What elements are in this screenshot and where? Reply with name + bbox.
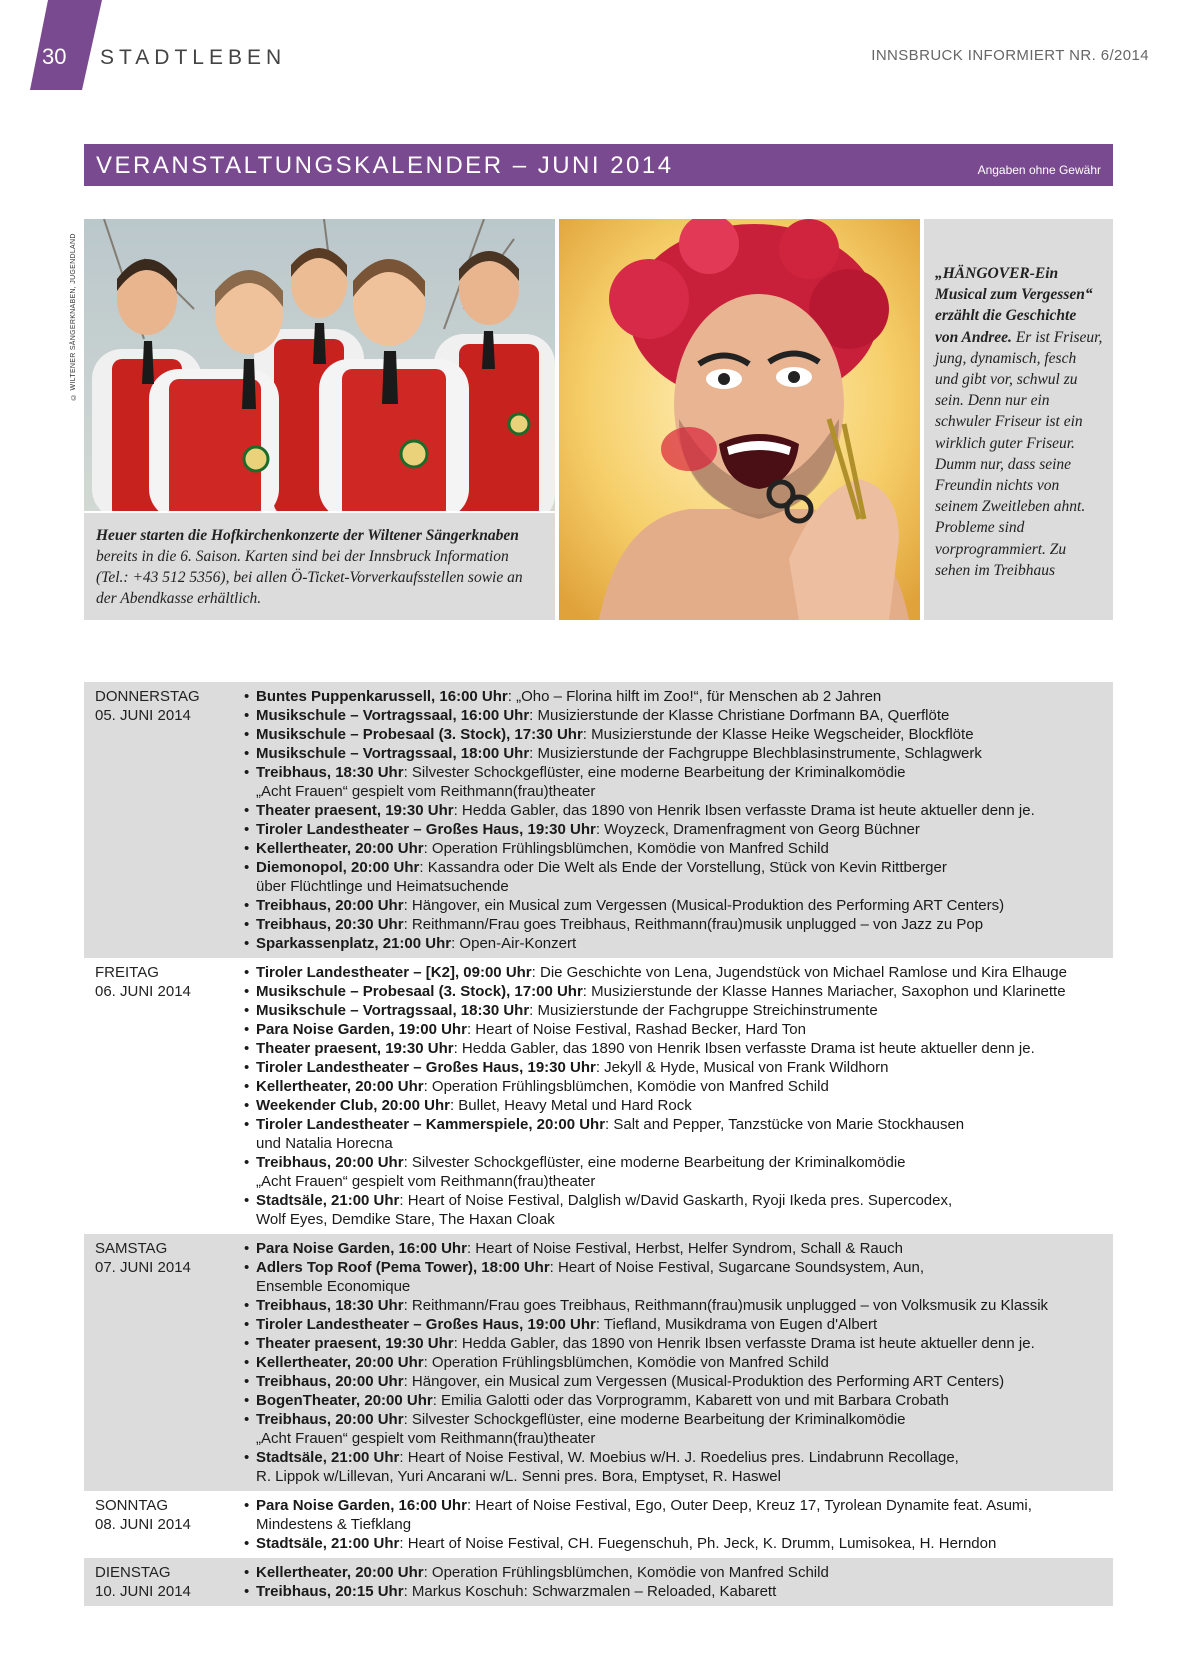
issue-info: INNSBRUCK INFORMIERT NR. 6/2014 (871, 47, 1149, 64)
event-item (244, 1334, 1107, 1353)
event-description: : Silvester Schockgeflüster, eine moderne Bearbeitung der Kriminalkomödie (403, 1154, 906, 1171)
day-date: 10. JUNI 2014 (95, 1583, 191, 1600)
event-description-continued: über Flüchtlinge und Heimatsuchende (256, 878, 509, 895)
event-item (244, 820, 1107, 839)
section-title: STADTLEBEN (100, 46, 287, 69)
page-number: 30 (42, 44, 67, 69)
event-description-continued: R. Lippok w/Lillevan, Yuri Ancarani w/L. Senni pres. Bora, Emptyset, R. Haswel (256, 1468, 781, 1485)
event-venue-time: Theater praesent, 19:30 Uhr (256, 802, 454, 819)
event-venue-time: Stadtsäle, 21:00 Uhr (256, 1449, 400, 1466)
event-list (244, 1563, 1113, 1601)
event-venue-time: Tiroler Landestheater – Großes Haus, 19:30 Uhr (256, 1059, 596, 1076)
event-venue-time: Kellertheater, 20:00 Uhr (256, 1564, 424, 1581)
day-weekday: SONNTAG (95, 1497, 169, 1514)
event-description: : Bullet, Heavy Metal und Hard Rock (449, 1097, 692, 1114)
event-item (244, 1020, 1107, 1039)
choir-caption-body: bereits in die 6. Saison. Karten sind bei der Innsbruck Information (Tel.: +43 512 5356), bei allen Ö-Ticket-Vorverkaufsstellen sowie an der Abendkasse erhältlich. (96, 548, 523, 607)
event-item (244, 801, 1107, 820)
event-description: : Heart of Noise Festival, W. Moebius w/H. J. Roedelius pres. Lindabrunn Recollage, (399, 1449, 959, 1466)
musical-caption-lead: „HÄNGOVER-Ein Musical zum Vergessen“ erzählt die Geschichte von Andree. (935, 265, 1093, 346)
event-item (244, 1058, 1107, 1077)
day-weekday: DIENSTAG (95, 1564, 171, 1581)
banner-note: Angaben ohne Gewähr (977, 163, 1101, 177)
event-description: : Heart of Noise Festival, Rashad Becker, Hard Ton (466, 1021, 806, 1038)
event-venue-time: Treibhaus, 20:00 Uhr (256, 1411, 404, 1428)
event-venue-time: Musikschule – Vortragssaal, 16:00 Uhr (256, 707, 530, 724)
banner-title: VERANSTALTUNGSKALENDER – JUNI 2014 (96, 152, 674, 179)
event-venue-time: Theater praesent, 19:30 Uhr (256, 1040, 454, 1057)
event-venue-time: Treibhaus, 18:30 Uhr (256, 764, 404, 781)
event-description: : Salt and Pepper, Tanzstücke von Marie Stockhausen (605, 1116, 965, 1133)
calendar-day (84, 682, 1113, 958)
event-description: : Silvester Schockgeflüster, eine moderne Bearbeitung der Kriminalkomödie (403, 764, 906, 781)
event-description-continued: und Natalia Horecna (256, 1135, 393, 1152)
event-item (244, 1582, 1107, 1601)
day-date: 06. JUNI 2014 (95, 983, 191, 1000)
event-description: : „Oho – Florina hilft im Zoo!“, für Menschen ab 2 Jahren (507, 688, 882, 705)
event-venue-time: Kellertheater, 20:00 Uhr (256, 840, 424, 857)
event-description: : Jekyll & Hyde, Musical von Frank Wildhorn (595, 1059, 889, 1076)
event-item (244, 1563, 1107, 1582)
event-list (244, 1496, 1113, 1553)
event-item (244, 934, 1107, 953)
day-label (84, 1239, 244, 1486)
event-venue-time: Stadtsäle, 21:00 Uhr (256, 1535, 400, 1552)
calendar-day (84, 1558, 1113, 1606)
event-item (244, 1039, 1107, 1058)
event-venue-time: Musikschule – Vortragssaal, 18:00 Uhr (256, 745, 530, 762)
event-item (244, 1153, 1107, 1191)
day-label (84, 963, 244, 1229)
event-description-continued: Ensemble Economique (256, 1278, 411, 1295)
event-item (244, 1296, 1107, 1315)
event-item (244, 1001, 1107, 1020)
event-description: : Operation Frühlingsblümchen, Komödie von Manfred Schild (423, 1564, 829, 1581)
event-description: : Heart of Noise Festival, Ego, Outer Deep, Kreuz 17, Tyrolean Dynamite feat. Asumi, (466, 1497, 1032, 1514)
calendar-day (84, 1234, 1113, 1491)
event-item (244, 763, 1107, 801)
event-description: : Operation Frühlingsblümchen, Komödie von Manfred Schild (423, 840, 829, 857)
event-description: : Musizierstunde der Klasse Hannes Mariacher, Saxophon und Klarinette (582, 983, 1066, 1000)
event-venue-time: Treibhaus, 20:30 Uhr (256, 916, 404, 933)
event-description: : Hedda Gabler, das 1890 von Henrik Ibsen verfasste Drama ist heute aktueller denn je. (453, 1335, 1035, 1352)
event-description: : Hängover, ein Musical zum Vergessen (Musical-Produktion des Performing ART Centers) (403, 897, 1005, 914)
event-item (244, 915, 1107, 934)
event-item (244, 687, 1107, 706)
event-item (244, 982, 1107, 1001)
calendar-day (84, 1491, 1113, 1558)
event-description: : Hedda Gabler, das 1890 von Henrik Ibsen verfasste Drama ist heute aktueller denn je. (453, 1040, 1035, 1057)
event-calendar (84, 682, 1113, 1606)
event-venue-time: BogenTheater, 20:00 Uhr (256, 1392, 433, 1409)
haengover-illustration (559, 219, 920, 620)
event-description: : Markus Koschuh: Schwarzmalen – Reloaded, Kabarett (403, 1583, 777, 1600)
event-item (244, 1096, 1107, 1115)
event-description: : Musizierstunde der Klasse Heike Wegscheider, Blockflöte (582, 726, 974, 743)
event-venue-time: Tiroler Landestheater – Großes Haus, 19:00 Uhr (256, 1316, 596, 1333)
musical-caption-body: Er ist Friseur, jung, dynamisch, fesch und gibt vor, schwul zu sein. Denn nur ein schwuler Friseur ist ein wirklich guter Friseur. Dumm nur, dass seine Freundin nichts von seinem Zweitleben ahnt. Probleme sind vorprogrammiert. Zu sehen im Treibhaus (935, 328, 1103, 579)
event-venue-time: Diemonopol, 20:00 Uhr (256, 859, 420, 876)
event-description: : Kassandra oder Die Welt als Ende der Vorstellung, Stück von Kevin Rittberger (419, 859, 947, 876)
event-venue-time: Treibhaus, 18:30 Uhr (256, 1297, 404, 1314)
day-label (84, 687, 244, 953)
choir-boys-illustration (84, 219, 555, 511)
musical-caption (924, 219, 1113, 620)
photo-credit: © WILTENER SÄNGERKNABEN, JUGENDLAND (70, 233, 77, 400)
calendar-banner (84, 144, 1113, 186)
event-venue-time: Kellertheater, 20:00 Uhr (256, 1078, 424, 1095)
event-description: : Heart of Noise Festival, Dalglish w/David Gaskarth, Ryoji Ikeda pres. Supercodex, (399, 1192, 953, 1209)
event-venue-time: Tiroler Landestheater – Großes Haus, 19:30 Uhr (256, 821, 596, 838)
event-venue-time: Para Noise Garden, 19:00 Uhr (256, 1021, 467, 1038)
choir-caption (84, 513, 555, 620)
event-description: : Reithmann/Frau goes Treibhaus, Reithmann(frau)musik unplugged – von Jazz zu Pop (403, 916, 984, 933)
event-description: : Open-Air-Konzert (451, 935, 577, 952)
event-description: : Operation Frühlingsblümchen, Komödie von Manfred Schild (423, 1354, 829, 1371)
event-item (244, 1191, 1107, 1229)
choir-caption-lead: Heuer starten die Hofkirchenkonzerte der Wiltener Sängerknaben (96, 527, 519, 544)
event-list (244, 687, 1113, 953)
event-description-continued: Wolf Eyes, Demdike Stare, The Haxan Cloak (256, 1211, 555, 1228)
event-description: : Musizierstunde der Klasse Christiane Dorfmann BA, Querflöte (529, 707, 950, 724)
event-description: : Woyzeck, Dramenfragment von Georg Büchner (595, 821, 920, 838)
event-description: : Heart of Noise Festival, Herbst, Helfer Syndrom, Schall & Rauch (466, 1240, 903, 1257)
event-item (244, 1372, 1107, 1391)
event-venue-time: Tiroler Landestheater – [K2], 09:00 Uhr (256, 964, 532, 981)
event-description-continued: „Acht Frauen“ gespielt vom Reithmann(frau)theater (256, 783, 596, 800)
event-item (244, 896, 1107, 915)
event-item (244, 744, 1107, 763)
day-weekday: FREITAG (95, 964, 159, 981)
event-description-continued: „Acht Frauen“ gespielt vom Reithmann(frau)theater (256, 1430, 596, 1447)
event-description-continued: „Acht Frauen“ gespielt vom Reithmann(frau)theater (256, 1173, 596, 1190)
event-description: : Silvester Schockgeflüster, eine moderne Bearbeitung der Kriminalkomödie (403, 1411, 906, 1428)
event-list (244, 1239, 1113, 1486)
event-description: : Emilia Galotti oder das Vorprogramm, Kabarett von und mit Barbara Crobath (432, 1392, 949, 1409)
event-item (244, 1239, 1107, 1258)
event-venue-time: Musikschule – Vortragssaal, 18:30 Uhr (256, 1002, 530, 1019)
event-item (244, 858, 1107, 896)
event-venue-time: Para Noise Garden, 16:00 Uhr (256, 1240, 467, 1257)
event-venue-time: Adlers Top Roof (Pema Tower), 18:00 Uhr (256, 1259, 550, 1276)
event-description: : Musizierstunde der Fachgruppe Streichinstrumente (529, 1002, 878, 1019)
event-item (244, 725, 1107, 744)
event-venue-time: Treibhaus, 20:00 Uhr (256, 897, 404, 914)
event-item (244, 1391, 1107, 1410)
day-date: 05. JUNI 2014 (95, 707, 191, 724)
event-item (244, 1410, 1107, 1448)
event-venue-time: Treibhaus, 20:15 Uhr (256, 1583, 404, 1600)
event-venue-time: Buntes Puppenkarussell, 16:00 Uhr (256, 688, 508, 705)
event-item (244, 839, 1107, 858)
event-description: : Operation Frühlingsblümchen, Komödie von Manfred Schild (423, 1078, 829, 1095)
event-item (244, 1448, 1107, 1486)
event-list (244, 963, 1113, 1229)
event-description: : Die Geschichte von Lena, Jugendstück von Michael Ramlose und Kira Elhauge (531, 964, 1067, 981)
event-description: : Hängover, ein Musical zum Vergessen (Musical-Produktion des Performing ART Centers) (403, 1373, 1005, 1390)
event-item (244, 1077, 1107, 1096)
event-venue-time: Stadtsäle, 21:00 Uhr (256, 1192, 400, 1209)
event-venue-time: Theater praesent, 19:30 Uhr (256, 1335, 454, 1352)
event-item (244, 1534, 1107, 1553)
event-venue-time: Sparkassenplatz, 21:00 Uhr (256, 935, 452, 952)
event-venue-time: Kellertheater, 20:00 Uhr (256, 1354, 424, 1371)
event-item (244, 1353, 1107, 1372)
day-label (84, 1496, 244, 1553)
event-venue-time: Musikschule – Probesaal (3. Stock), 17:30 Uhr (256, 726, 583, 743)
event-description: : Reithmann/Frau goes Treibhaus, Reithmann(frau)musik unplugged – von Volksmusik zu Klassik (403, 1297, 1049, 1314)
event-description: : Hedda Gabler, das 1890 von Henrik Ibsen verfasste Drama ist heute aktueller denn je. (453, 802, 1035, 819)
event-item (244, 1496, 1107, 1534)
event-item (244, 963, 1107, 982)
day-date: 08. JUNI 2014 (95, 1516, 191, 1533)
event-venue-time: Musikschule – Probesaal (3. Stock), 17:00 Uhr (256, 983, 583, 1000)
event-venue-time: Treibhaus, 20:00 Uhr (256, 1154, 404, 1171)
event-venue-time: Tiroler Landestheater – Kammerspiele, 20:00 Uhr (256, 1116, 606, 1133)
day-weekday: DONNERSTAG (95, 688, 200, 705)
day-weekday: SAMSTAG (95, 1240, 168, 1257)
calendar-day (84, 958, 1113, 1234)
event-description: : Heart of Noise Festival, CH. Fuegenschuh, Ph. Jeck, K. Drumm, Lumisokea, H. Herndon (399, 1535, 997, 1552)
event-description: : Tiefland, Musikdrama von Eugen d'Albert (595, 1316, 878, 1333)
haengover-musical-photo (559, 219, 920, 620)
event-description-continued: Mindestens & Tiefklang (256, 1516, 412, 1533)
event-description: : Heart of Noise Festival, Sugarcane Soundsystem, Aun, (549, 1259, 925, 1276)
day-label (84, 1563, 244, 1601)
choir-boys-photo (84, 219, 555, 511)
event-item (244, 1315, 1107, 1334)
event-venue-time: Treibhaus, 20:00 Uhr (256, 1373, 404, 1390)
event-item (244, 1115, 1107, 1153)
event-item (244, 706, 1107, 725)
event-venue-time: Weekender Club, 20:00 Uhr (256, 1097, 450, 1114)
event-description: : Musizierstunde der Fachgruppe Blechblasinstrumente, Schlagwerk (529, 745, 982, 762)
event-item (244, 1258, 1107, 1296)
event-venue-time: Para Noise Garden, 16:00 Uhr (256, 1497, 467, 1514)
day-date: 07. JUNI 2014 (95, 1259, 191, 1276)
